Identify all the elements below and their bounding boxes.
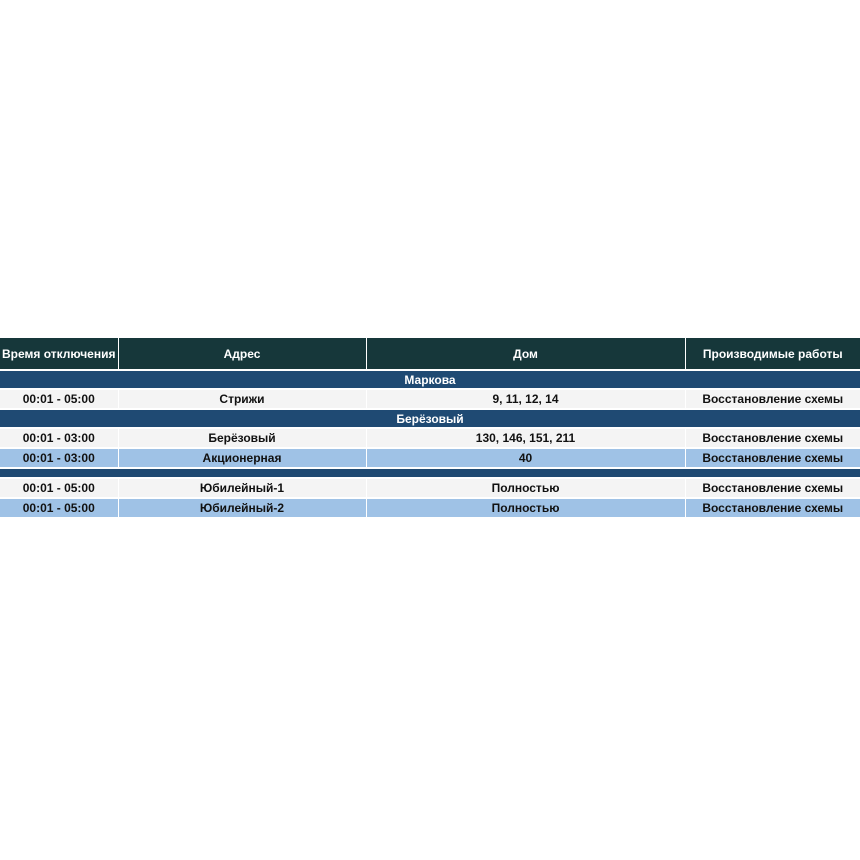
cell-house: Полностью <box>366 478 685 498</box>
header-time[interactable]: Время отключения <box>0 338 118 370</box>
table-row <box>0 498 860 518</box>
header-works[interactable]: Производимые работы <box>685 338 860 370</box>
table-row <box>0 428 860 448</box>
group-row-unnamed <box>0 468 860 478</box>
cell-time: 00:01 - 03:00 <box>0 448 118 468</box>
cell-time: 00:01 - 05:00 <box>0 389 118 409</box>
header-house[interactable]: Дом <box>366 338 685 370</box>
cell-time: 00:01 - 05:00 <box>0 478 118 498</box>
cell-works: Восстановление схемы <box>685 389 860 409</box>
cell-address: Юбилейный-1 <box>118 478 366 498</box>
table-row <box>0 389 860 409</box>
cell-address: Берёзовый <box>118 428 366 448</box>
cell-works: Восстановление схемы <box>685 448 860 468</box>
cell-house: Полностью <box>366 498 685 518</box>
cell-time: 00:01 - 05:00 <box>0 498 118 518</box>
cell-address: Акционерная <box>118 448 366 468</box>
cell-address: Юбилейный-2 <box>118 498 366 518</box>
table-header-row <box>0 338 860 370</box>
cell-works: Восстановление схемы <box>685 498 860 518</box>
group-label: Маркова <box>0 370 860 389</box>
cell-works: Восстановление схемы <box>685 478 860 498</box>
group-row-berezovy <box>0 409 860 428</box>
header-address[interactable]: Адрес <box>118 338 366 370</box>
group-label: Берёзовый <box>0 409 860 428</box>
group-row-markova <box>0 370 860 389</box>
cell-house: 40 <box>366 448 685 468</box>
cell-time: 00:01 - 03:00 <box>0 428 118 448</box>
cell-address: Стрижи <box>118 389 366 409</box>
group-label <box>0 468 860 478</box>
cell-works: Восстановление схемы <box>685 428 860 448</box>
outage-table <box>0 338 860 519</box>
cell-house: 9, 11, 12, 14 <box>366 389 685 409</box>
table-row <box>0 478 860 498</box>
cell-house: 130, 146, 151, 211 <box>366 428 685 448</box>
table-row <box>0 448 860 468</box>
